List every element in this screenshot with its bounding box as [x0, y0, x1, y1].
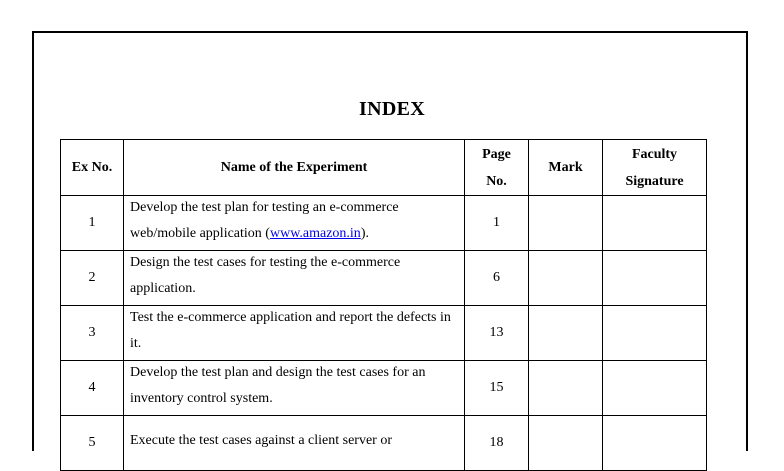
- experiment-name-text: Test the e-commerce application and report the defects in it.: [130, 310, 451, 351]
- mark-cell: [529, 361, 603, 416]
- ex-no-cell: 1: [61, 196, 124, 251]
- ex-no-cell: 2: [61, 251, 124, 306]
- header-mark: Mark: [529, 140, 603, 196]
- header-page-no: [465, 140, 529, 196]
- ex-no-cell: 3: [61, 306, 124, 361]
- mark-cell: [529, 416, 603, 471]
- mark-cell: [529, 196, 603, 251]
- amazon-link[interactable]: www.amazon.in: [269, 226, 361, 241]
- page-no-cell: 1: [465, 196, 529, 251]
- page-no-cell: 18: [465, 416, 529, 471]
- header-page-line1: Page: [482, 146, 511, 162]
- experiment-name-text: Design the test cases for testing the e-commerce application.: [130, 255, 401, 296]
- header-faculty-signature: [603, 140, 707, 196]
- header-ex-no: Ex No.: [61, 140, 124, 196]
- page-no-cell: 13: [465, 306, 529, 361]
- experiment-name-suffix: ).: [360, 226, 369, 241]
- mark-cell: [529, 251, 603, 306]
- header-experiment-name: Name of the Experiment: [124, 140, 465, 196]
- experiment-name-cell: [124, 361, 465, 416]
- signature-cell: [603, 251, 707, 306]
- experiment-index-table: [60, 139, 707, 471]
- signature-cell: [603, 361, 707, 416]
- page-no-cell: 6: [465, 251, 529, 306]
- header-faculty-line2: Signature: [625, 173, 684, 189]
- table-row: [61, 416, 707, 471]
- ex-no-cell: 4: [61, 361, 124, 416]
- header-faculty-line1: Faculty: [631, 146, 678, 162]
- signature-cell: [603, 196, 707, 251]
- table-row: [61, 251, 707, 306]
- mark-cell: [529, 306, 603, 361]
- experiment-name-cell: [124, 416, 465, 471]
- signature-cell: [603, 416, 707, 471]
- page-title: INDEX: [359, 98, 425, 120]
- ex-no-cell: 5: [61, 416, 124, 471]
- experiment-name-cell: [124, 251, 465, 306]
- experiment-name-text: Execute the test cases against a client server or: [130, 433, 392, 448]
- table-header-row: [61, 140, 707, 196]
- table-row: [61, 196, 707, 251]
- experiment-name-prefix: Develop the test plan for testing an e-commerce web/mobile application (: [130, 200, 399, 241]
- table-row: [61, 306, 707, 361]
- experiment-name-text: [130, 195, 460, 247]
- experiment-name-text: Develop the test plan and design the test cases for an inventory control system.: [130, 365, 426, 406]
- signature-cell: [603, 306, 707, 361]
- experiment-name-cell: [124, 196, 465, 251]
- experiment-name-cell: [124, 306, 465, 361]
- header-page-line2: No.: [486, 173, 507, 189]
- table-row: [61, 361, 707, 416]
- page-no-cell: 15: [465, 361, 529, 416]
